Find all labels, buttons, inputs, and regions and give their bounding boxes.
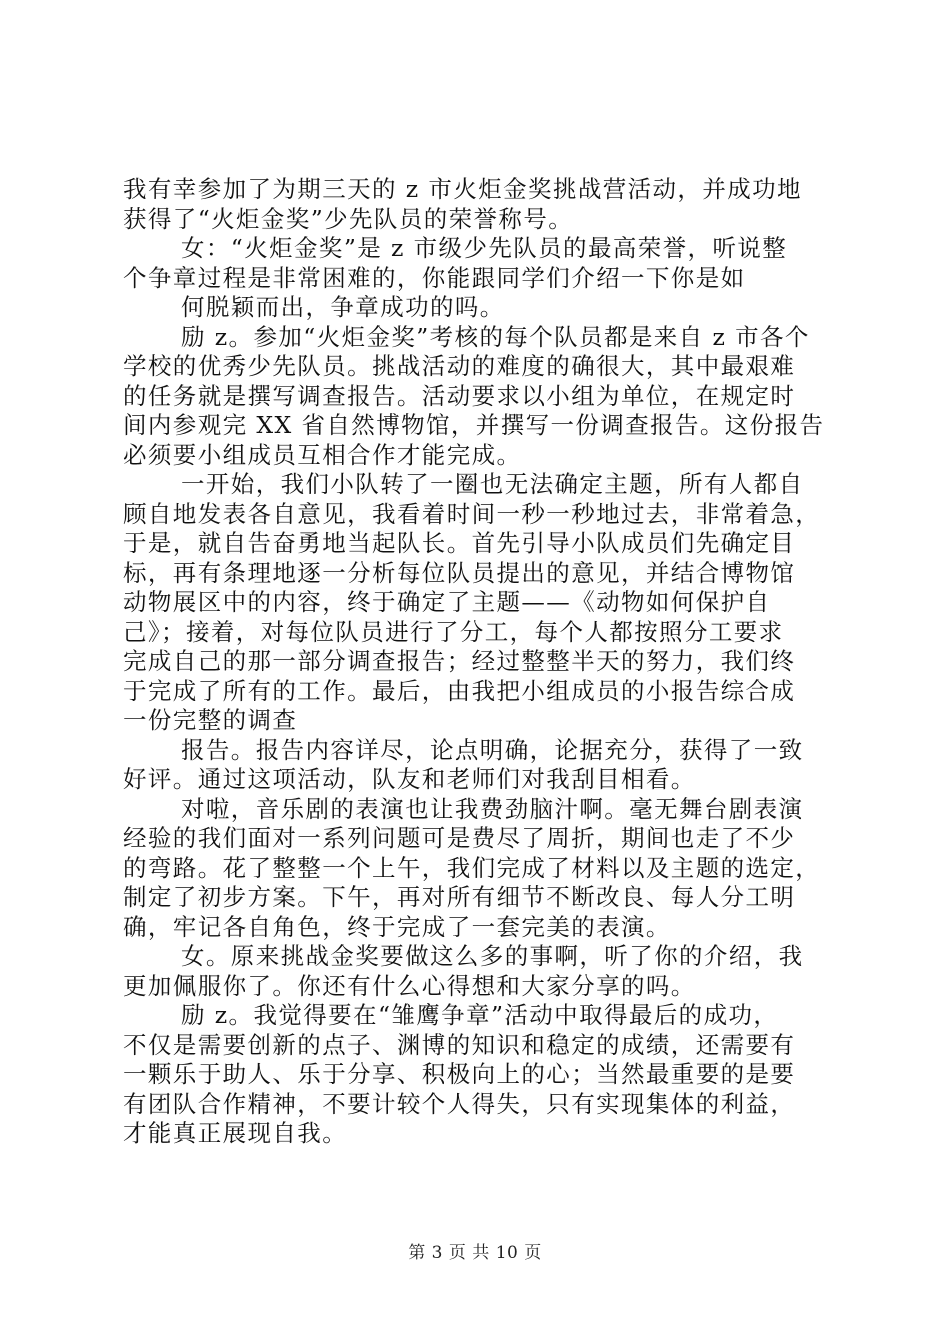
text-line: 一颗乐于助人、乐于分享、积极向上的心；当然最重要的是要 (123, 1060, 796, 1088)
text-line: 女。原来挑战金奖要做这么多的事啊，听了你的介绍，我 (181, 942, 804, 970)
text-line: 一份完整的调查 (123, 706, 298, 734)
text-line: 我有幸参加了为期三天的 z 市火炬金奖挑战营活动，并成功地 (123, 175, 802, 203)
text-line: 必须要小组成员互相合作才能完成。 (123, 440, 522, 469)
text-line: 学校的优秀少先队员。挑战活动的难度的确很大，其中最艰难 (123, 352, 796, 380)
text-line: 励 z。我觉得要在“雏鹰争章”活动中取得最后的成功， (181, 1001, 779, 1029)
text-line: 何脱颖而出，争章成功的吗。 (181, 293, 505, 321)
text-line: 女：“火炬金奖”是 z 市级少先队员的最高荣誉，听说整 (181, 234, 788, 262)
text-line: 标，再有条理地逐一分析每位队员提出的意见，并结合博物馆 (123, 558, 796, 587)
text-line: 有团队合作精神，不要计较个人得失，只有实现集体的利益， (123, 1089, 796, 1118)
text-line: 获得了“火炬金奖”少先队员的荣誉称号。 (123, 204, 574, 233)
text-line: 一开始，我们小队转了一圈也无法确定主题，所有人都自 (181, 470, 804, 498)
text-line: 间内参观完 XX 省自然博物馆，并撰写一份调查报告。这份报告 (123, 411, 825, 439)
text-line: 的弯路。花了整整一个上午，我们完成了材料以及主题的选定， (123, 853, 821, 882)
text-line: 更加佩服你了。你还有什么心得想和大家分享的吗。 (123, 971, 696, 1000)
text-line: 个争章过程是非常困难的，你能跟同学们介绍一下你是如 (123, 263, 746, 292)
document-body (123, 175, 833, 1149)
text-line: 制定了初步方案。下午，再对所有细节不断改良、每人分工明 (123, 883, 796, 911)
text-line: 己》；接着，对每位队员进行了分工，每个人都按照分工要求 (123, 617, 784, 646)
page-footer: 第 3 页 共 10 页 (408, 1243, 542, 1263)
text-line: 不仅是需要创新的点子、渊博的知识和稳定的成绩，还需要有 (123, 1030, 796, 1059)
text-line: 经验的我们面对一系列问题可是费尽了周折，期间也走了不少 (123, 824, 796, 852)
text-line: 励 z。参加“火炬金奖”考核的每个队员都是来自 z 市各个 (181, 322, 810, 351)
text-line: 完成自己的那一部分调查报告；经过整整半天的努力，我们终 (123, 647, 796, 675)
text-line: 对啦，音乐剧的表演也让我费劲脑汁啊。毫无舞台剧表演 (181, 794, 804, 823)
text-line: 好评。通过这项活动，队友和老师们对我刮目相看。 (123, 765, 696, 793)
text-line: 于是，就自告奋勇地当起队长。首先引导小队成员们先确定目 (123, 529, 796, 557)
text-line: 动物展区中的内容，终于确定了主题——《动物如何保护自 (123, 588, 771, 616)
text-line: 于完成了所有的工作。最后，由我把小组成员的小报告综合成 (123, 676, 796, 705)
text-line: 确，牢记各自角色，终于完成了一套完美的表演。 (123, 912, 671, 941)
text-line: 才能真正展现自我。 (123, 1119, 348, 1147)
text-line: 顾自地发表各自意见，我看着时间一秒一秒地过去，非常着急， (123, 499, 821, 528)
text-line: 的任务就是撰写调查报告。活动要求以小组为单位，在规定时 (123, 381, 796, 410)
text-line: 报告。报告内容详尽，论点明确，论据充分，获得了一致 (181, 735, 804, 764)
